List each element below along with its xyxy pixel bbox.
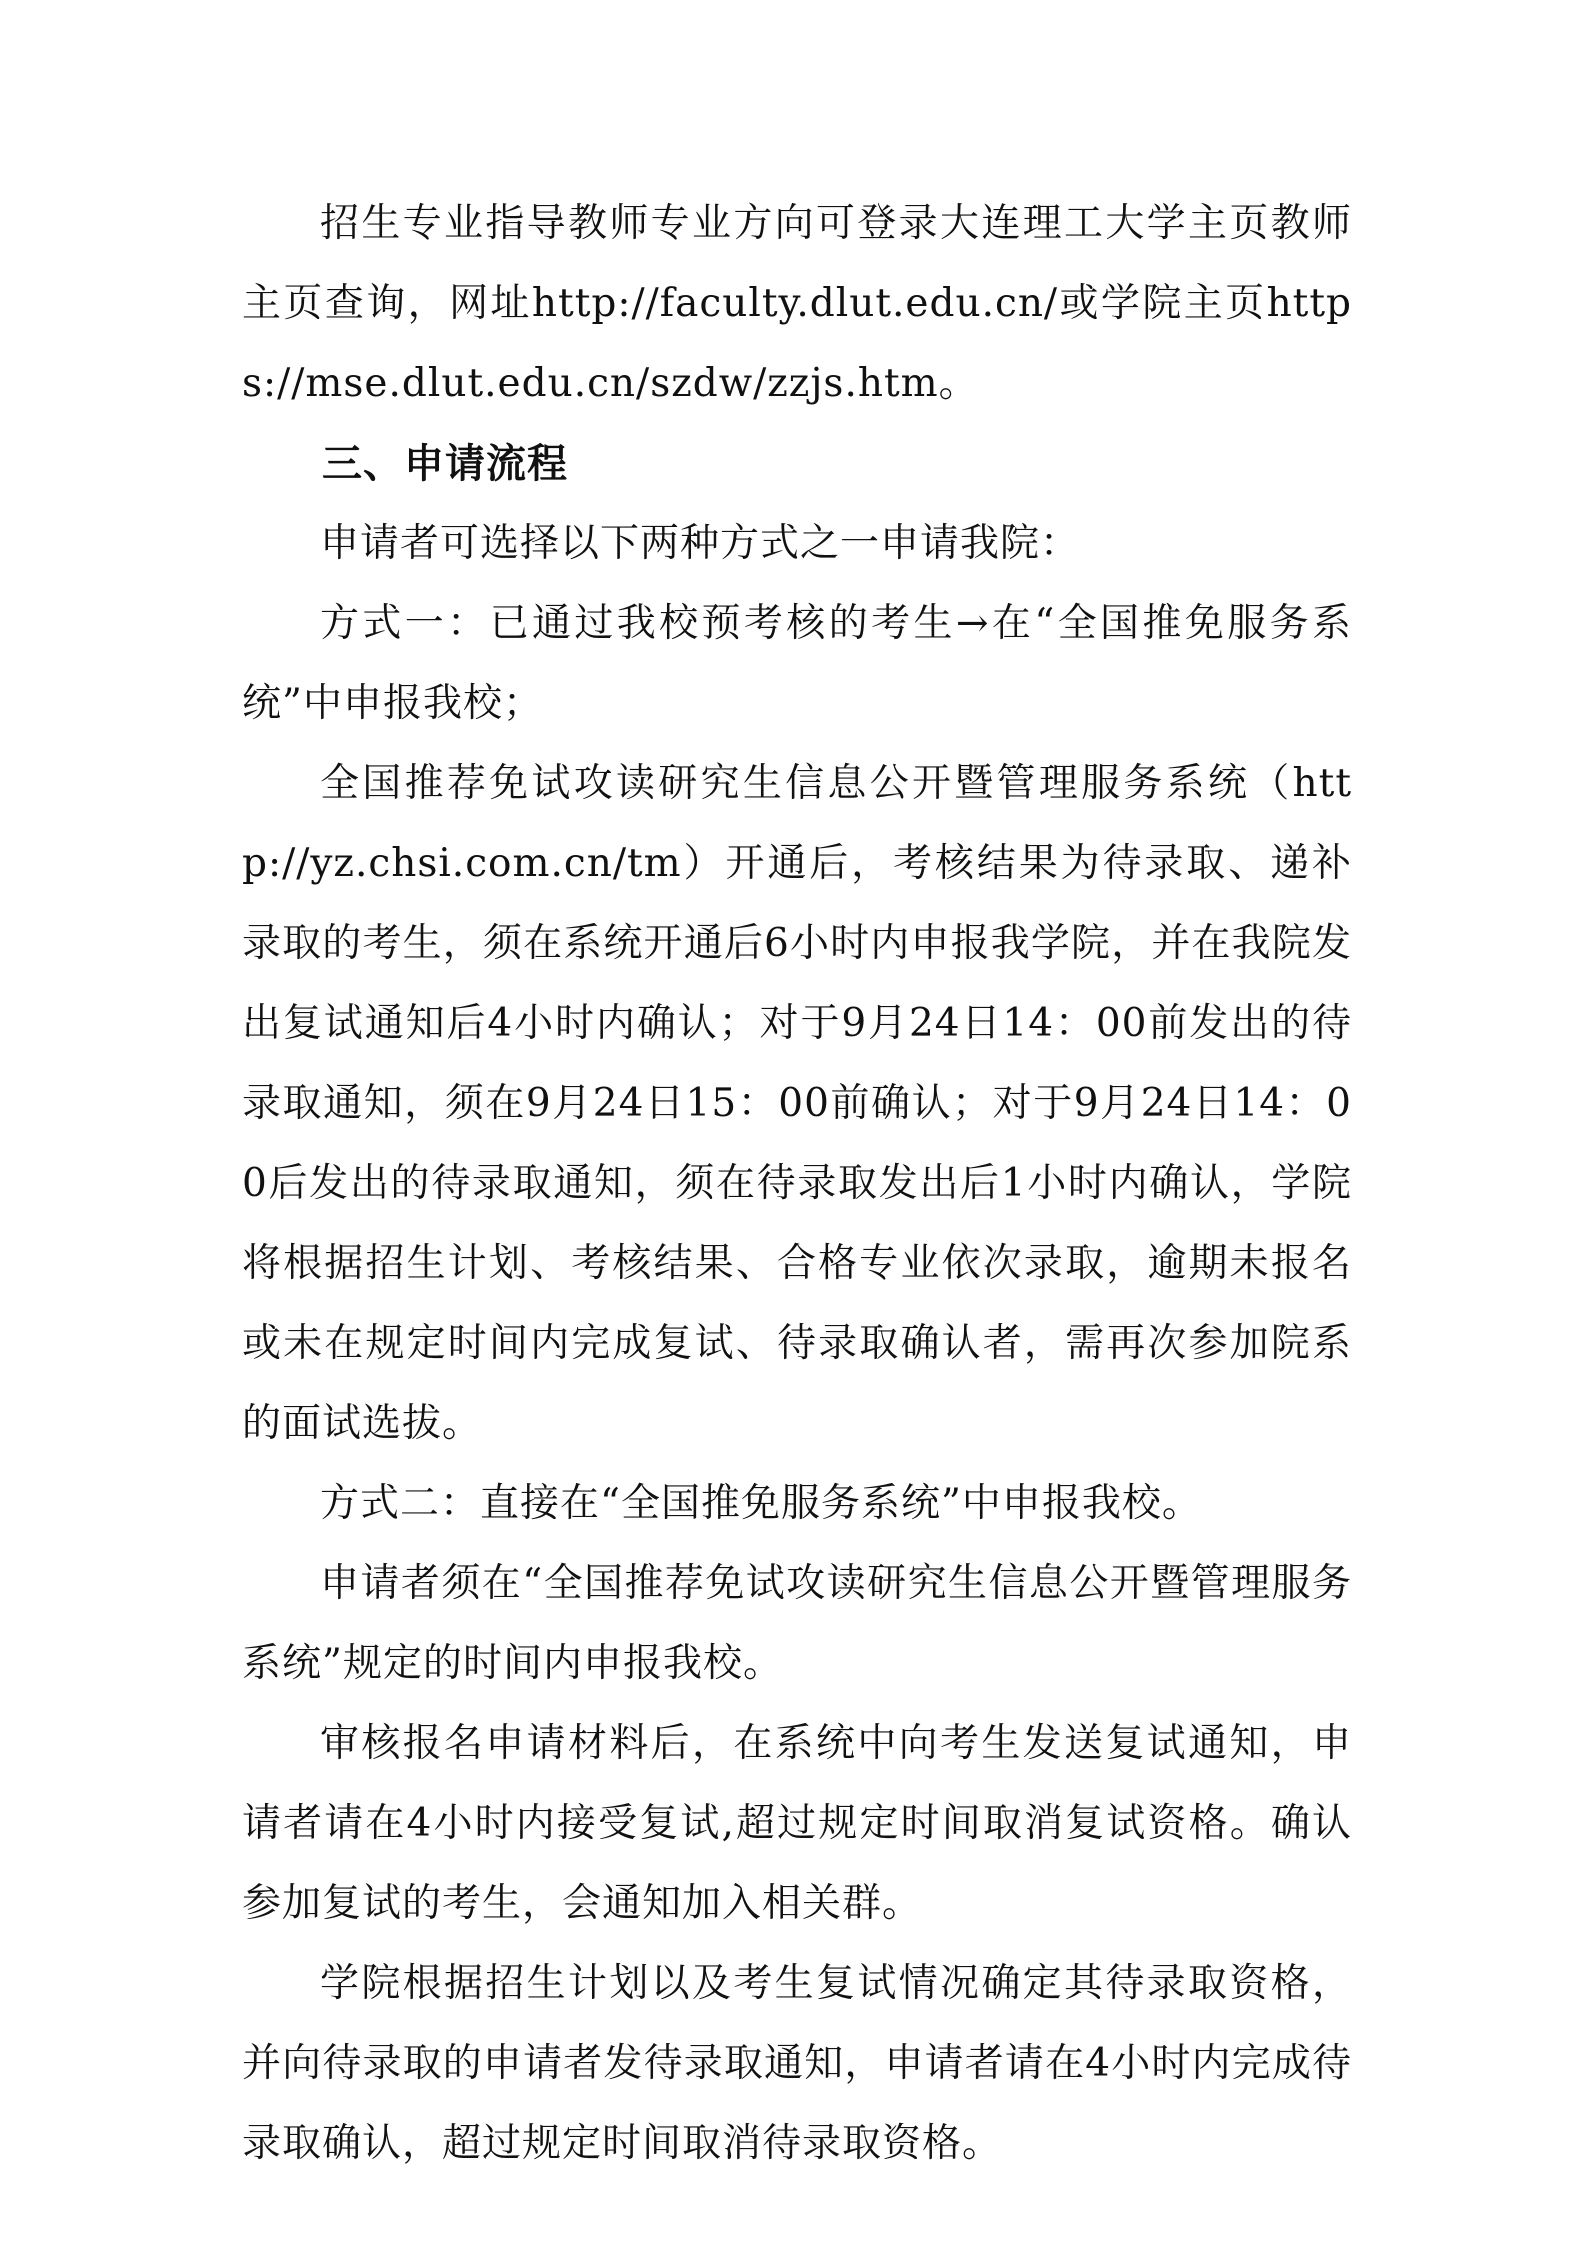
document-body (242, 184, 1352, 2184)
section-heading-application-process: 三、申请流程 (322, 441, 568, 487)
review-and-interview-paragraph: 审核报名申请材料后，在系统中向考生发送复试通知，申请者请在4小时内接受复试,超过规定时间取消复试资格。确认参加复试的考生，会通知加入相关群。 (242, 1721, 1352, 1926)
faculty-info-paragraph: 招生专业指导教师专业方向可登录大连理工大学主页教师主页查询，网址http://faculty.dlut.edu.cn/或学院主页https://mse.dlut.edu.cn/szdw/zzjs.htm。 (242, 201, 1352, 406)
method-one-details-paragraph: 全国推荐免试攻读研究生信息公开暨管理服务系统（http://yz.chsi.com.cn/tm）开通后，考核结果为待录取、递补录取的考生，须在系统开通后6小时内申报我学院，并在我院发出复试通知后4小时内确认；对于9月24日14：00前发出的待录取通知，须在9月24日15：00前确认；对于9月24日14：00后发出的待录取通知，须在待录取发出后1小时内确认，学院将根据招生计划、考核结果、合格专业依次录取，逾期未报名或未在规定时间内完成复试、待录取确认者，需再次参加院系的面试选拔。 (242, 761, 1352, 1446)
application-deadline-paragraph: 申请者须在“全国推荐免试攻读研究生信息公开暨管理服务系统”规定的时间内申报我校。 (242, 1561, 1352, 1686)
admission-confirmation-paragraph: 学院根据招生计划以及考生复试情况确定其待录取资格，并向待录取的申请者发待录取通知，申请者请在4小时内完成待录取确认，超过规定时间取消待录取资格。 (242, 1961, 1352, 2166)
method-one-paragraph: 方式一：已通过我校预考核的考生→在“全国推免服务系统”中申报我校； (242, 601, 1352, 726)
application-methods-intro: 申请者可选择以下两种方式之一申请我院： (320, 521, 1081, 566)
method-two-paragraph: 方式二：直接在“全国推免服务系统”中申报我校。 (320, 1481, 1202, 1526)
